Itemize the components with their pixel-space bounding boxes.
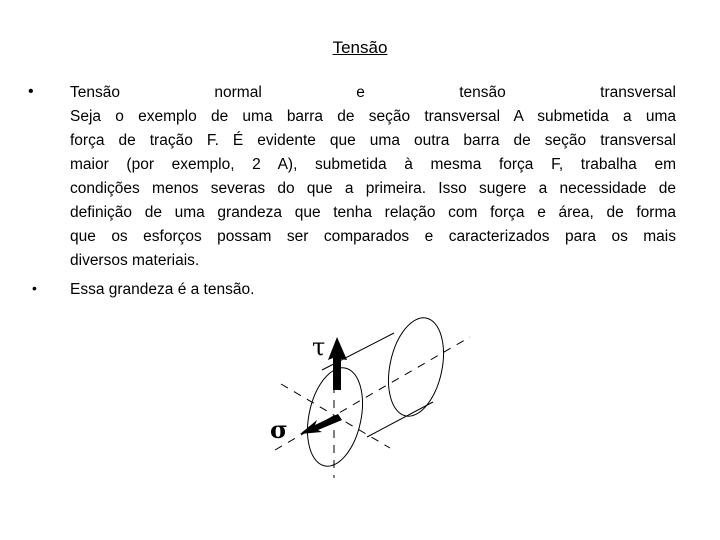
bullet-line: Tensão normal e tensão transversal bbox=[70, 84, 676, 101]
bullet-line: que os esforços possam ser comparados e caracterizados para os mais bbox=[70, 228, 676, 245]
bullet-line: diversos materiais. bbox=[70, 252, 200, 269]
bullet-marker: • bbox=[28, 83, 34, 100]
tau-label: τ bbox=[312, 333, 326, 361]
bullet-line: Seja o exemplo de uma barra de seção transversal A submetida a uma bbox=[70, 108, 676, 125]
bullet-line: condições menos severas do que a primeira. Isso sugere a necessidade de bbox=[70, 180, 676, 197]
sigma-arrow-icon bbox=[300, 414, 342, 434]
bullet-line: maior (por exemplo, 2 A), submetida à mesma força F, trabalha em bbox=[70, 156, 676, 173]
tau-arrow-icon bbox=[328, 337, 347, 390]
bullet-marker: • bbox=[32, 280, 37, 296]
slide-title: Tensão bbox=[332, 38, 388, 57]
sigma-label: σ bbox=[270, 415, 288, 444]
bullet-line: Essa grandeza é a tensão. bbox=[70, 281, 255, 298]
bullet-line: força de tração F. É evidente que uma outra barra de seção transversal bbox=[70, 132, 676, 149]
bullet-line: definição de uma grandeza que tenha relação com força e área, de forma bbox=[70, 204, 676, 221]
